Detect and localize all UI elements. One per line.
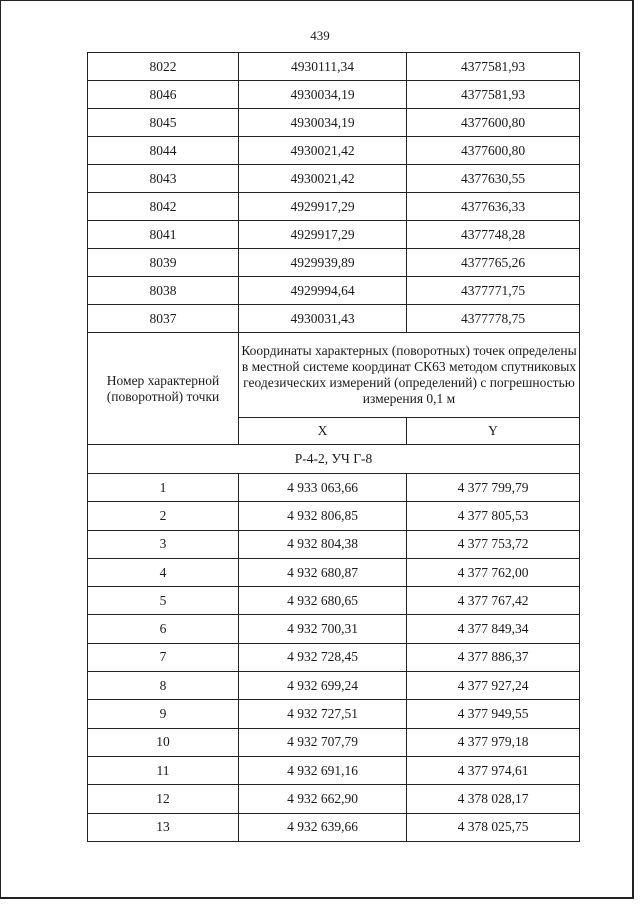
point-number-cell: 8044 <box>88 137 239 165</box>
table-row <box>88 137 580 165</box>
table-row <box>88 221 580 249</box>
table-row <box>88 249 580 277</box>
y-coordinate-cell: 4377581,93 <box>407 53 580 81</box>
x-coordinate-cell: 4 932 804,38 <box>239 530 407 558</box>
table-row <box>88 756 580 784</box>
table-row <box>88 277 580 305</box>
table-row <box>88 193 580 221</box>
y-coordinate-cell: 4 377 979,18 <box>407 728 580 756</box>
y-coordinate-cell: 4 377 927,24 <box>407 672 580 700</box>
point-number-cell: 9 <box>88 700 239 728</box>
x-coordinate-cell: 4929939,89 <box>239 249 407 277</box>
page-number: 439 <box>310 28 330 43</box>
y-coordinate-cell: 4 378 028,17 <box>407 785 580 813</box>
y-coordinate-cell: 4 377 949,55 <box>407 700 580 728</box>
table-row <box>88 530 580 558</box>
point-number-cell: 3 <box>88 530 239 558</box>
table-row <box>88 672 580 700</box>
point-number-cell: 8037 <box>88 305 239 333</box>
table-row <box>88 643 580 671</box>
point-number-cell: 12 <box>88 785 239 813</box>
y-coordinate-cell: 4377748,28 <box>407 221 580 249</box>
table-row <box>88 502 580 530</box>
x-coordinate-cell: 4930034,19 <box>239 109 407 137</box>
table-row <box>88 109 580 137</box>
point-number-cell: 11 <box>88 756 239 784</box>
x-coordinate-cell: 4930111,34 <box>239 53 407 81</box>
x-coordinate-cell: 4 933 063,66 <box>239 474 407 502</box>
y-coordinate-cell: 4 377 767,42 <box>407 587 580 615</box>
x-coordinate-cell: 4930031,43 <box>239 305 407 333</box>
table-row <box>88 165 580 193</box>
point-number-cell: 8041 <box>88 221 239 249</box>
table-row <box>88 785 580 813</box>
y-coordinate-cell: 4377636,33 <box>407 193 580 221</box>
x-coordinate-cell: 4930021,42 <box>239 165 407 193</box>
x-coordinate-cell: 4929917,29 <box>239 221 407 249</box>
table-row <box>88 587 580 615</box>
y-coordinate-cell: 4377630,55 <box>407 165 580 193</box>
point-number-cell: 5 <box>88 587 239 615</box>
y-coordinate-cell: 4 377 753,72 <box>407 530 580 558</box>
x-coordinate-cell: 4 932 680,87 <box>239 558 407 586</box>
x-coordinate-cell: 4930034,19 <box>239 81 407 109</box>
y-coordinate-cell: 4 377 849,34 <box>407 615 580 643</box>
x-coordinate-cell: 4929994,64 <box>239 277 407 305</box>
point-number-cell: 8046 <box>88 81 239 109</box>
y-coordinate-cell: 4 378 025,75 <box>407 813 580 841</box>
table-row <box>88 558 580 586</box>
y-coordinate-cell: 4 377 805,53 <box>407 502 580 530</box>
x-coordinate-cell: 4 932 707,79 <box>239 728 407 756</box>
y-coordinate-cell: 4 377 886,37 <box>407 643 580 671</box>
y-column-header: Y <box>407 418 580 445</box>
table-row <box>88 813 580 841</box>
point-number-header: Номер характерной (поворотной) точки <box>88 333 239 445</box>
x-coordinate-cell: 4 932 806,85 <box>239 502 407 530</box>
top-rows <box>88 53 580 333</box>
table-row <box>88 81 580 109</box>
point-number-cell: 8039 <box>88 249 239 277</box>
point-number-cell: 1 <box>88 474 239 502</box>
y-coordinate-cell: 4 377 762,00 <box>407 558 580 586</box>
x-coordinate-cell: 4930021,42 <box>239 137 407 165</box>
x-coordinate-cell: 4 932 662,90 <box>239 785 407 813</box>
point-number-cell: 8038 <box>88 277 239 305</box>
y-coordinate-cell: 4377600,80 <box>407 109 580 137</box>
x-coordinate-cell: 4 932 680,65 <box>239 587 407 615</box>
y-coordinate-cell: 4377778,75 <box>407 305 580 333</box>
point-number-cell: 8 <box>88 672 239 700</box>
point-number-cell: 4 <box>88 558 239 586</box>
y-coordinate-cell: 4377771,75 <box>407 277 580 305</box>
point-number-cell: 2 <box>88 502 239 530</box>
x-coordinate-cell: 4 932 728,45 <box>239 643 407 671</box>
table-row <box>88 305 580 333</box>
point-number-cell: 8042 <box>88 193 239 221</box>
point-number-cell: 10 <box>88 728 239 756</box>
coords-description-header: Координаты характерных (поворотных) точек определены в местной системе координат СК63 методом спутниковых геодезических измерений (определений) с погрешностью измерения 0,1 м <box>239 333 580 418</box>
table-header <box>88 333 580 474</box>
bottom-rows <box>88 474 580 842</box>
x-coordinate-cell: 4929917,29 <box>239 193 407 221</box>
point-number-cell: 8045 <box>88 109 239 137</box>
point-number-cell: 7 <box>88 643 239 671</box>
section-title: Р-4-2, УЧ Г-8 <box>88 445 580 474</box>
y-coordinate-cell: 4377765,26 <box>407 249 580 277</box>
y-coordinate-cell: 4 377 974,61 <box>407 756 580 784</box>
table-row <box>88 615 580 643</box>
x-coordinate-cell: 4 932 639,66 <box>239 813 407 841</box>
x-coordinate-cell: 4 932 699,24 <box>239 672 407 700</box>
point-number-cell: 13 <box>88 813 239 841</box>
x-column-header: X <box>239 418 407 445</box>
table-row <box>88 53 580 81</box>
table-row <box>88 700 580 728</box>
y-coordinate-cell: 4 377 799,79 <box>407 474 580 502</box>
x-coordinate-cell: 4 932 691,16 <box>239 756 407 784</box>
table-row <box>88 728 580 756</box>
x-coordinate-cell: 4 932 727,51 <box>239 700 407 728</box>
point-number-cell: 8022 <box>88 53 239 81</box>
x-coordinate-cell: 4 932 700,31 <box>239 615 407 643</box>
y-coordinate-cell: 4377600,80 <box>407 137 580 165</box>
y-coordinate-cell: 4377581,93 <box>407 81 580 109</box>
point-number-cell: 8043 <box>88 165 239 193</box>
point-number-cell: 6 <box>88 615 239 643</box>
coordinates-table <box>87 52 580 842</box>
table-row <box>88 474 580 502</box>
